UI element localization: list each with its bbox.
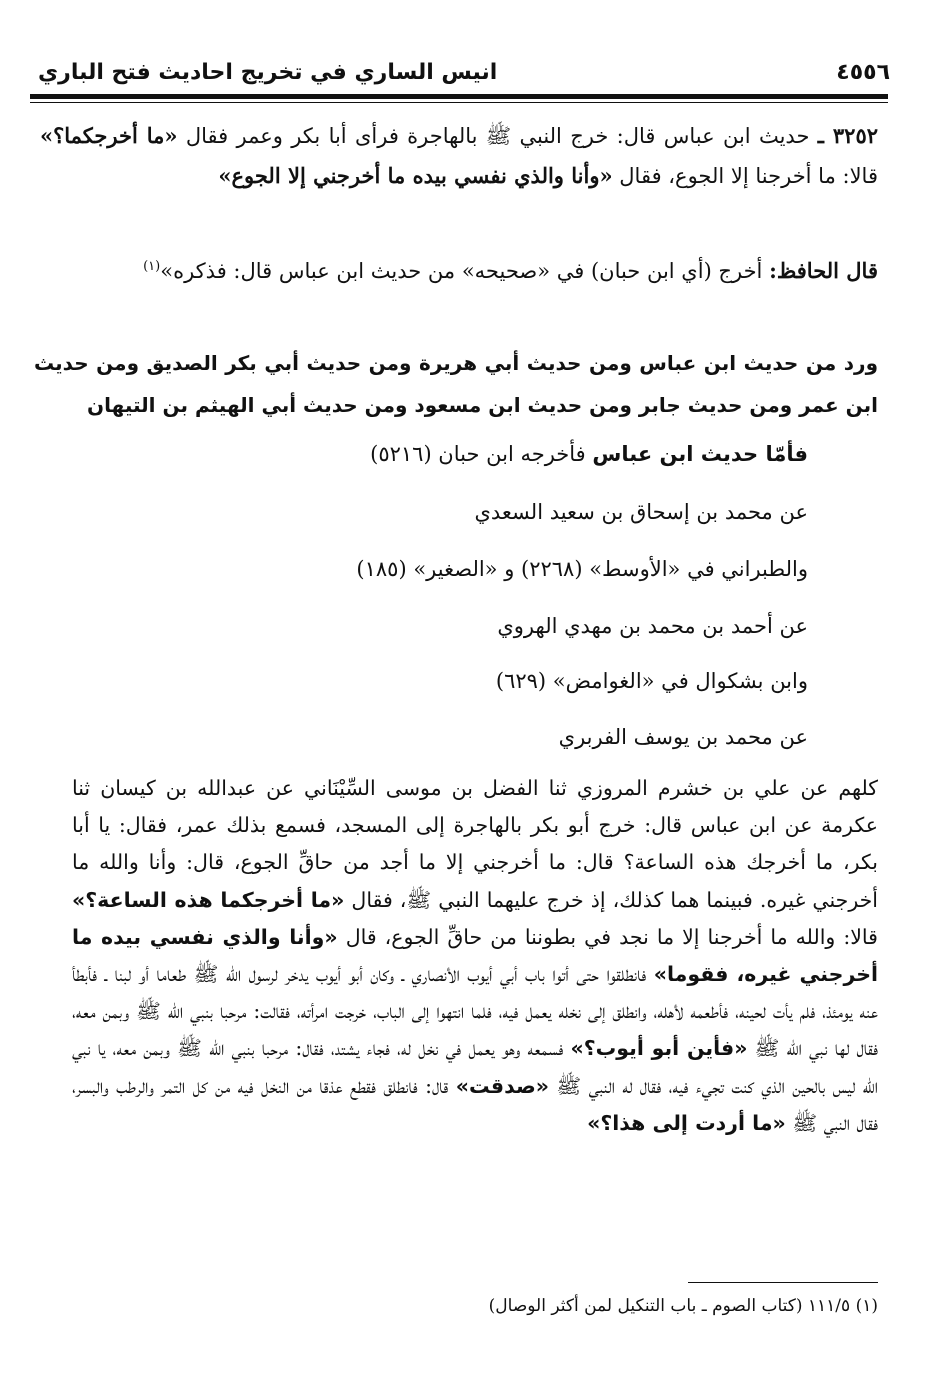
chain-line: وابن بشكوال في «الغوامض» (٦٢٩) xyxy=(495,669,808,693)
narration-text: فسمعه وهو يعمل في نخل له، فجاء يشتد، فقال: مرحبا بنبي الله ﷺ وبمن معه، يا نبي الله ليس بالحين الذي كنت تجيء فيه، فقال له النبي ﷺ xyxy=(72,1036,878,1098)
chain-line: عن محمد بن يوسف الفربري xyxy=(558,725,808,749)
narration-text: قالا: والله ما أخرجنا إلا ما نجد في بطوننا من حاقِّ الجوع، قال xyxy=(337,924,878,949)
chain-line: والطبراني في «الأوسط» (٢٢٦٨) و «الصغير» (١٨٥) xyxy=(356,557,808,581)
footnote-text: ١١١/٥ (كتاب الصوم ـ باب التنكيل لمن أكثر الوصال) xyxy=(488,1296,856,1316)
hafiz-text: أخرج (أي ابن حبان) في «صحيحه» من حديث ابن عباس قال: فذكره» xyxy=(160,259,770,283)
narration-text: قال: فانطلق فقطع عذقا من النخل فيه من كل التمر والرطب والبسر، فقال النبي ﷺ xyxy=(72,1073,878,1135)
header-rule-thick xyxy=(30,94,888,99)
hafiz-note xyxy=(40,248,878,290)
hadith-text-c: قالا: ما أخرجنا إلا الجوع، فقال xyxy=(612,164,878,188)
chain-heading: فأمّا حديث ابن عباس xyxy=(592,442,808,466)
chain-line-1-rest: فأخرجه ابن حبان (٥٢١٦) xyxy=(370,442,593,466)
narration-quote: «صدقت» xyxy=(455,1073,549,1098)
header-rule-thin xyxy=(30,102,888,103)
hadith-entry xyxy=(40,116,878,196)
footnote-separator xyxy=(688,1282,878,1283)
narration-quote: «ما أخرجكما هذه الساعة؟» xyxy=(72,887,345,912)
main-narration xyxy=(72,770,878,1142)
book-title: انيس الساري في تخريج احاديث فتح الباري xyxy=(38,59,498,85)
hadith-number: ٣٢٥٢ ـ xyxy=(817,123,879,148)
narration-quote: «ما أردت إلى هذا؟» xyxy=(587,1110,786,1135)
hafiz-label: قال الحافظ: xyxy=(769,258,878,283)
hadith-quote-2: «وأنا والذي نفسي بيده ما أخرجني إلا الجوع» xyxy=(218,163,613,188)
chain-line xyxy=(80,438,808,470)
narration-text: كلهم عن علي بن خشرم المروزي ثنا الفضل بن موسى السِّيْنَاني عن عبدالله بن كيسان ثنا عكرمة عن ابن عباس قال: خرج أبو بكر بالهاجرة إلى المسجد، فسمع بذلك عمر، فقال: يا أبا بكر، ما أخرجك هذه الساعة؟ قال: ما أخرجني إلا ما أجد من حاقِّ الجوع، قال: وأنا والله ما أخرجني غيره. فبينما هما كذلك، إذ خرج عليهما النبي ﷺ، فقال xyxy=(72,776,879,912)
footnote xyxy=(300,1292,878,1320)
narrators-intro: ورد من حديث ابن عباس ومن حديث أبي هريرة ومن حديث أبي بكر الصديق ومن حديث ابن عمر ومن حديث جابر ومن حديث ابن مسعود ومن حديث أبي الهيثم بن التيهان xyxy=(34,351,878,417)
narration-text: فانطلقوا حتى أتوا باب أبي أيوب الأنصاري ـ وكان أبو أيوب يدخر لرسول الله ﷺ طعاما أو لبنا ـ فأبطأ عنه يومئذ، فلم يأت لحينه، فأطعمه لأهله، وانطلق إلى نخله يعمل فيه، فلما انتهوا إلى الباب، خرجت امرأته، فقالت: مرحبا بنبي الله ﷺ وبمن معه، فقال لها نبي الله ﷺ xyxy=(72,962,878,1061)
narration-quote: «وأنا والذي نفسي بيده ما أخرجني غيره، فقوما» xyxy=(72,924,878,987)
page-number: ٤٥٥٦ xyxy=(836,59,890,85)
footnote-marker: (١) xyxy=(855,1296,878,1316)
hadith-text-a: حديث ابن عباس قال: خرج النبي ﷺ بالهاجرة فرأى أبا بكر وعمر فقال xyxy=(177,124,810,148)
narration-quote: «فأين أبو أيوب؟» xyxy=(570,1036,748,1061)
footnote-reference: (١) xyxy=(143,259,161,274)
hadith-quote-1: «ما أخرجكما؟» xyxy=(40,123,178,148)
chain-line: عن محمد بن إسحاق بن سعيد السعدي xyxy=(474,500,808,524)
chain-line: عن أحمد بن محمد بن مهدي الهروي xyxy=(497,614,808,638)
running-header xyxy=(38,52,890,92)
